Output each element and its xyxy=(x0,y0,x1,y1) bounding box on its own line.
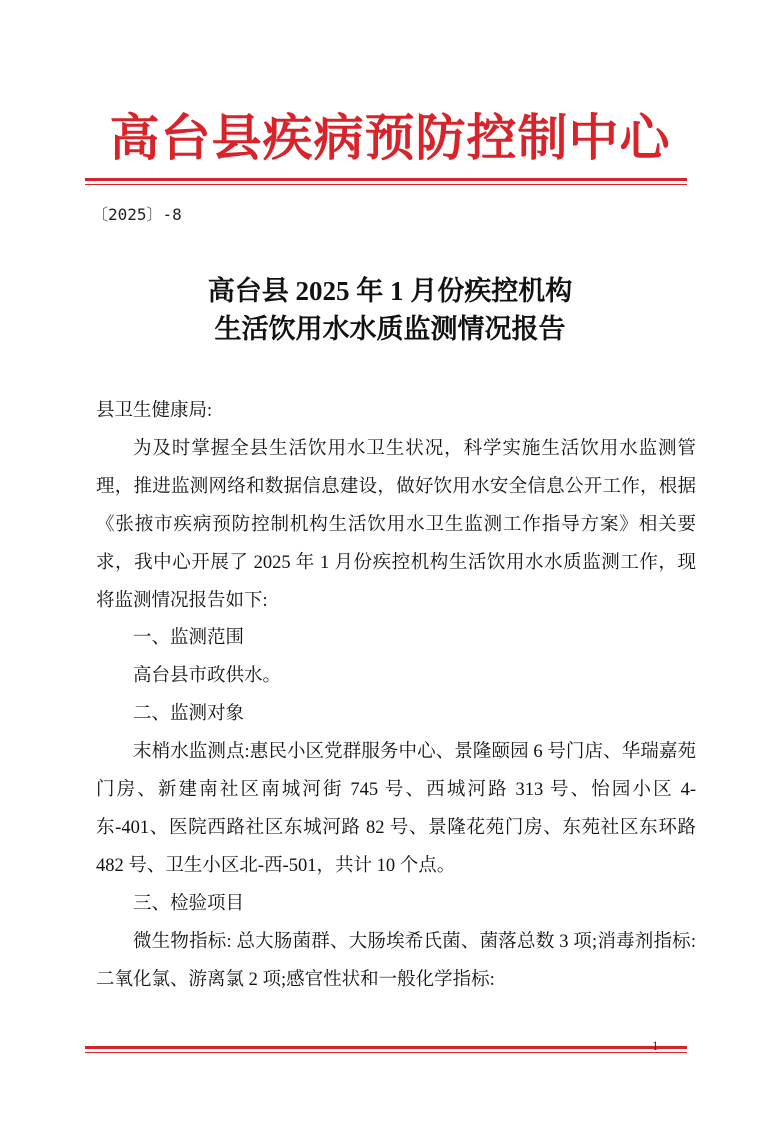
section1-text: 高台县市政供水。 xyxy=(133,666,282,687)
salutation: 县卫生健康局: xyxy=(96,401,213,421)
section3-text: 微生物指标: 总大肠菌群、大肠埃希氏菌、菌落总数 3 项;消毒剂指标: 二氧化氯、游离氯 2 项;感官性状和一般化学指标: xyxy=(96,931,696,990)
masthead-rule-thick xyxy=(85,178,687,181)
section2-heading: 二、监测对象 xyxy=(133,704,245,725)
section3-heading: 三、检验项目 xyxy=(133,893,245,914)
footer-rule-thin xyxy=(85,1052,687,1053)
report-title-line2: 生活饮用水水质监测情况报告 xyxy=(214,314,566,344)
section1-heading: 一、监测范围 xyxy=(133,628,245,649)
masthead-rule-thin xyxy=(85,184,687,185)
masthead-org-name: 高台县疾病预防控制中心 xyxy=(109,110,671,166)
section2-text: 末梢水监测点:惠民小区党群服务中心、景隆颐园 6 号门店、华瑞嘉苑门房、新建南社区南城河街 745 号、西城河路 313 号、怡园小区 4-东-401、医院西路社区东城河路 82 号、景隆花苑门房、东苑社区东环路 482 号、卫生小区北-西-501，共计 10 个点。 xyxy=(96,742,696,876)
page-number: 1 xyxy=(652,1038,659,1053)
footer-rule-thick xyxy=(85,1046,687,1049)
report-title-line1: 高台县 2025 年 1 月份疾控机构 xyxy=(207,276,573,306)
intro-paragraph: 为及时掌握全县生活饮用水卫生状况，科学实施生活饮用水监测管理，推进监测网络和数据信息建设，做好饮用水安全信息公开工作，根据《张掖市疾病预防控制机构生活饮用水卫生监测工作指导方案》相关要求，我中心开展了 2025 年 1 月份疾控机构生活饮用水水质监测工作，现将监测情况报告如下: xyxy=(96,438,696,611)
report-body xyxy=(96,393,696,1000)
document-number: 〔2025〕-8 xyxy=(92,205,182,224)
